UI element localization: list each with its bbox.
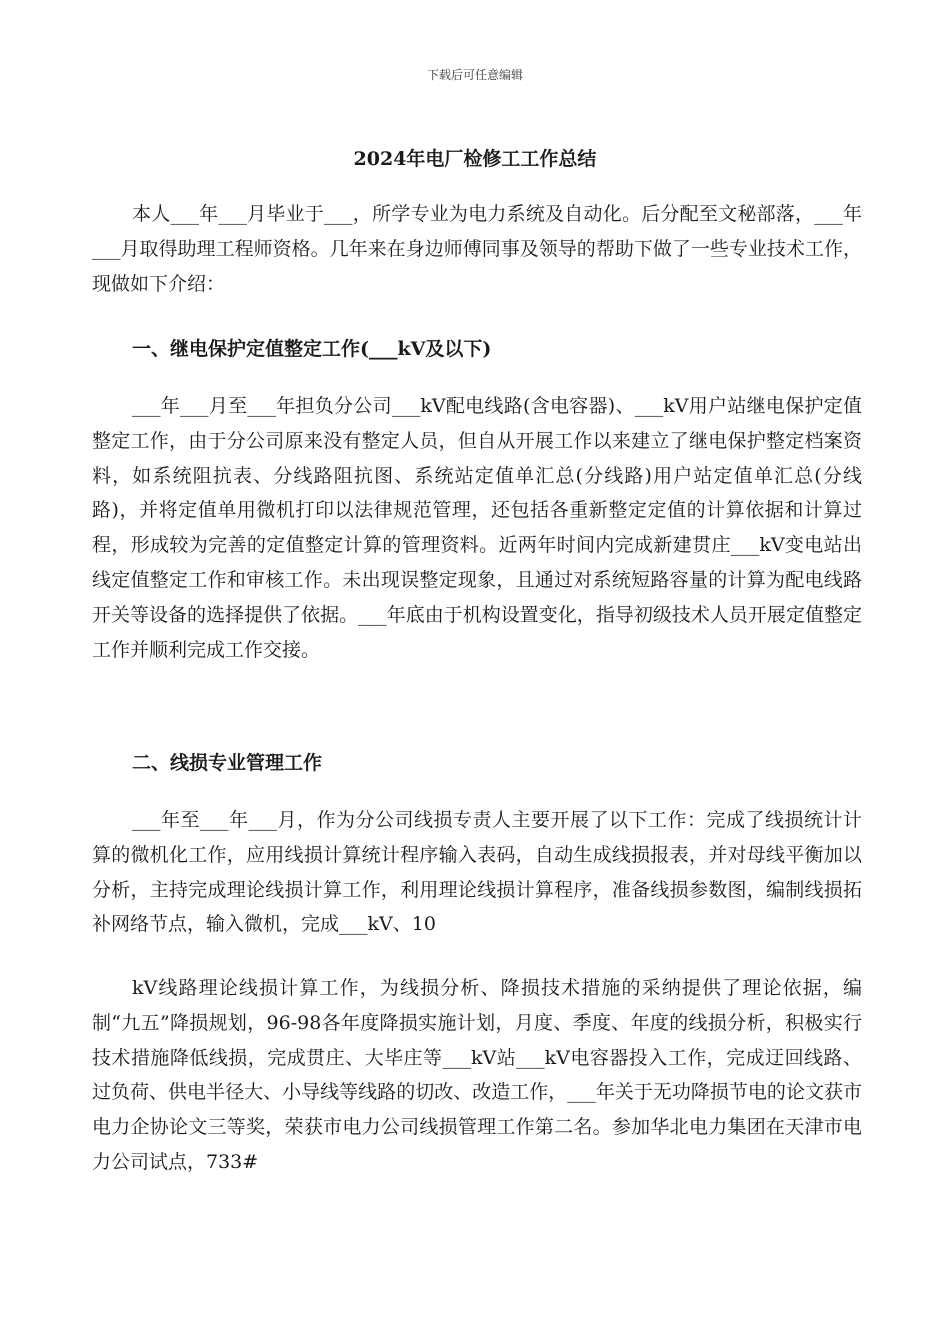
document-title: 2024年电厂检修工工作总结	[353, 148, 597, 170]
page-header-note: 下载后可任意编辑	[426, 68, 523, 82]
section-paragraph-line-loss-2: kV线路理论线损计算工作，为线损分析、降损技术措施的采纳提供了理论依据，编制“九五”降损规划，96-98各年度降损实施计划，月度、季度、年度的线损分析，积极实行技术措施降低线损，完成贯庄、大毕庄等___kV站___kV电容器投入工作，完成迂回线路、过负荷、供电半径大、小导线等线路的切改、改造工作，___年关于无功降损节电的论文获市电力企协论文三等奖，荣获市电力公司线损管理工作第二名。参加华北电力集团在天津市电力公司试点，733#	[92, 977, 862, 1173]
section-paragraph-relay-protection: ___年___月至___年担负分公司___kV配电线路(含电容器)、___kV用户站继电保护定值整定工作，由于分公司原来没有整定人员，但自从开展工作以来建立了继电保护整定档案资料，如系统阻抗表、分线路阻抗图、系统站定值单汇总(分线路)用户站定值单汇总(分线路)，并将定值单用微机打印以法律规范管理，还包括各重新整定定值的计算依据和计算过程，形成较为完善的定值整定计算的管理资料。近两年时间内完成新建贯庄___kV变电站出线定值整定工作和审核工作。未出现误整定现象，且通过对系统短路容量的计算为配电线路开关等设备的选择提供了依据。___年底由于机构设置变化，指导初级技术人员开展定值整定工作并顺利完成工作交接。	[92, 395, 862, 661]
section-paragraph-line-loss-1: ___年至___年___月，作为分公司线损专责人主要开展了以下工作：完成了线损统计计算的微机化工作，应用线损计算统计程序输入表码，自动生成线损报表，并对母线平衡加以分析，主持完成理论线损计算工作，利用理论线损计算程序，准备线损参数图，编制线损拓补网络节点，输入微机，完成___kV、10	[92, 809, 862, 936]
section-heading-relay-protection: 一、继电保护定值整定工作(___kV及以下)	[132, 338, 492, 360]
section-heading-line-loss: 二、线损专业管理工作	[132, 752, 323, 774]
intro-paragraph: 本人___年___月毕业于___，所学专业为电力系统及自动化。后分配至文秘部落，___年___月取得助理工程师资格。几年来在身边师傅同事及领导的帮助下做了一些专业技术工作，现做如下介绍：	[92, 203, 862, 295]
